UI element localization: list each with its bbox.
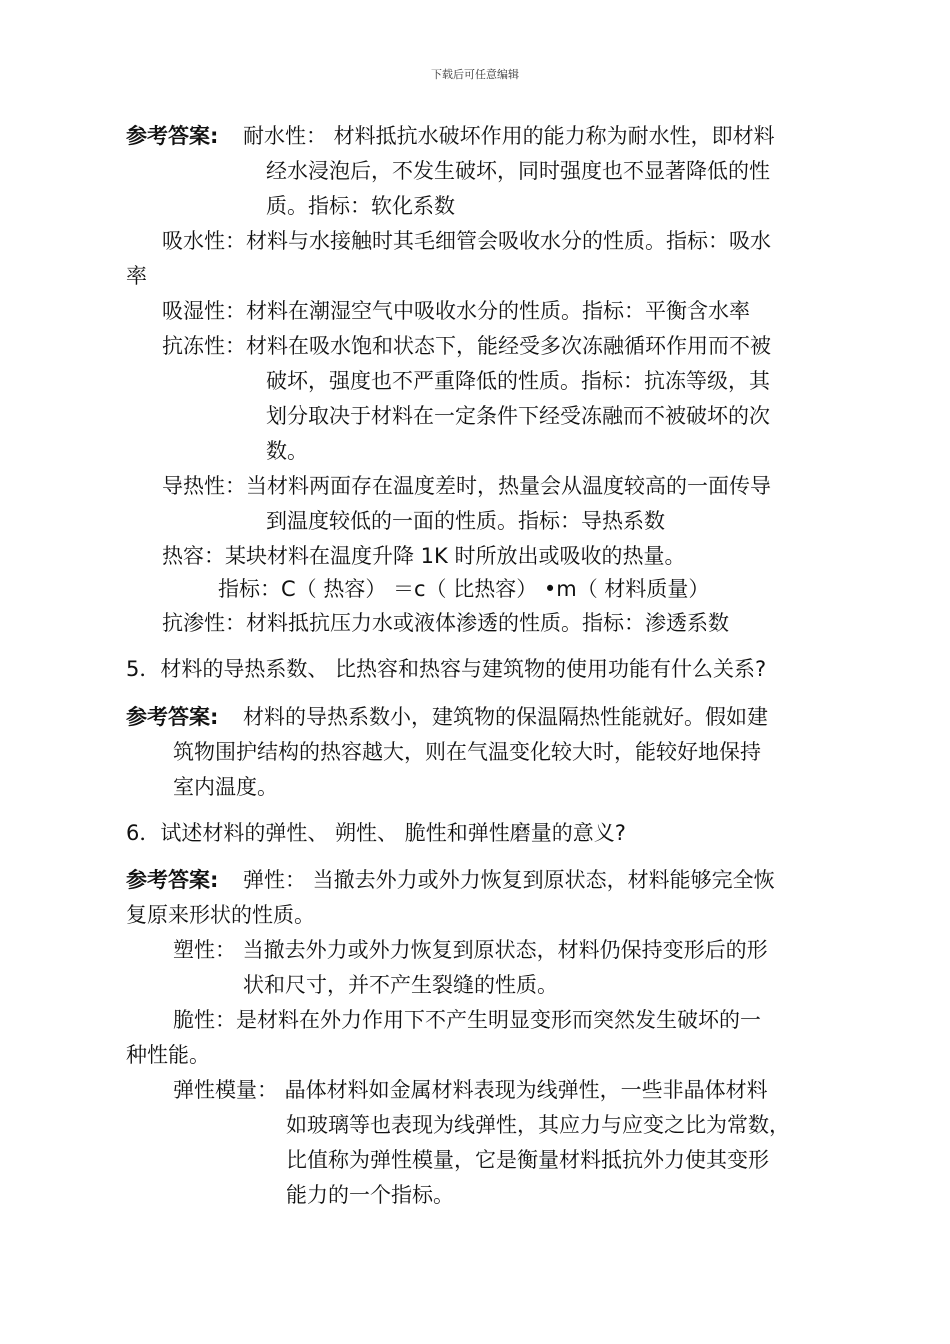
text-line: 数。: [266, 439, 308, 463]
text-line: 材料的导热系数小，建筑物的保温隔热性能就好。假如建: [243, 705, 768, 729]
text-line: 弹性： 当撤去外力或外力恢复到原状态，材料能够完全恢: [243, 868, 775, 892]
text-line: 筑物围护结构的热容越大，则在气温变化较大时，能较好地保持: [173, 740, 761, 764]
text-line: 能力的一个指标。: [286, 1183, 454, 1207]
text-line: 导热性：当材料两面存在温度差时，热量会从温度较高的一面传导: [162, 474, 771, 498]
answer-label: 参考答案:: [126, 868, 219, 892]
text-line: 抗渗性：材料抵抗压力水或液体渗透的性质。指标：渗透系数: [162, 611, 729, 635]
question-5: 5．材料的导热系数、 比热容和热容与建筑物的使用功能有什么关系?: [126, 657, 767, 681]
answer-label: 参考答案:: [126, 705, 219, 729]
text-line: 种性能。: [126, 1043, 210, 1067]
text-line: 抗冻性：材料在吸水饱和状态下，能经受多次冻融循环作用而不被: [162, 334, 771, 358]
text-line: 复原来形状的性质。: [126, 903, 315, 927]
text-line: 弹性模量： 晶体材料如金属材料表现为线弹性，一些非晶体材料: [173, 1078, 768, 1102]
text-line: 吸湿性：材料在潮湿空气中吸收水分的性质。指标：平衡含水率: [162, 299, 750, 323]
text-line: 经水浸泡后，不发生破坏，同时强度也不显著降低的性: [266, 159, 770, 183]
text-line: 如玻璃等也表现为线弹性，其应力与应变之比为常数，: [286, 1113, 790, 1137]
text-line: 率: [126, 264, 147, 288]
text-line: 塑性： 当撤去外力或外力恢复到原状态，材料仍保持变形后的形: [173, 938, 768, 962]
text-line: 耐水性： 材料抵抗水破坏作用的能力称为耐水性，即材料: [243, 124, 775, 148]
text-line: 脆性：是材料在外力作用下不产生明显变形而突然发生破坏的一: [173, 1008, 761, 1032]
page-header: 下载后可任意编辑: [431, 68, 519, 81]
text-line: 比值称为弹性模量，它是衡量材料抵抗外力使其变形: [286, 1148, 769, 1172]
text-line: 吸水性：材料与水接触时其毛细管会吸收水分的性质。指标：吸水: [162, 229, 771, 253]
answer-label: 参考答案:: [126, 124, 219, 148]
text-line: 状和尺寸，并不产生裂缝的性质。: [243, 973, 558, 997]
text-line: 质。指标：软化系数: [266, 194, 455, 218]
text-line: 到温度较低的一面的性质。指标：导热系数: [266, 509, 665, 533]
question-6: 6．试述材料的弹性、 朔性、 脆性和弹性磨量的意义?: [126, 821, 626, 845]
text-line: 指标：C（ 热容） ＝c（ 比热容） •m（ 材料质量）: [218, 577, 710, 601]
text-line: 室内温度。: [173, 775, 278, 799]
text-line: 热容：某块材料在温度升降 1K 时所放出或吸收的热量。: [162, 544, 686, 568]
text-line: 破坏，强度也不严重降低的性质。指标：抗冻等级，其: [266, 369, 770, 393]
text-line: 划分取决于材料在一定条件下经受冻融而不被破坏的次: [266, 404, 770, 428]
